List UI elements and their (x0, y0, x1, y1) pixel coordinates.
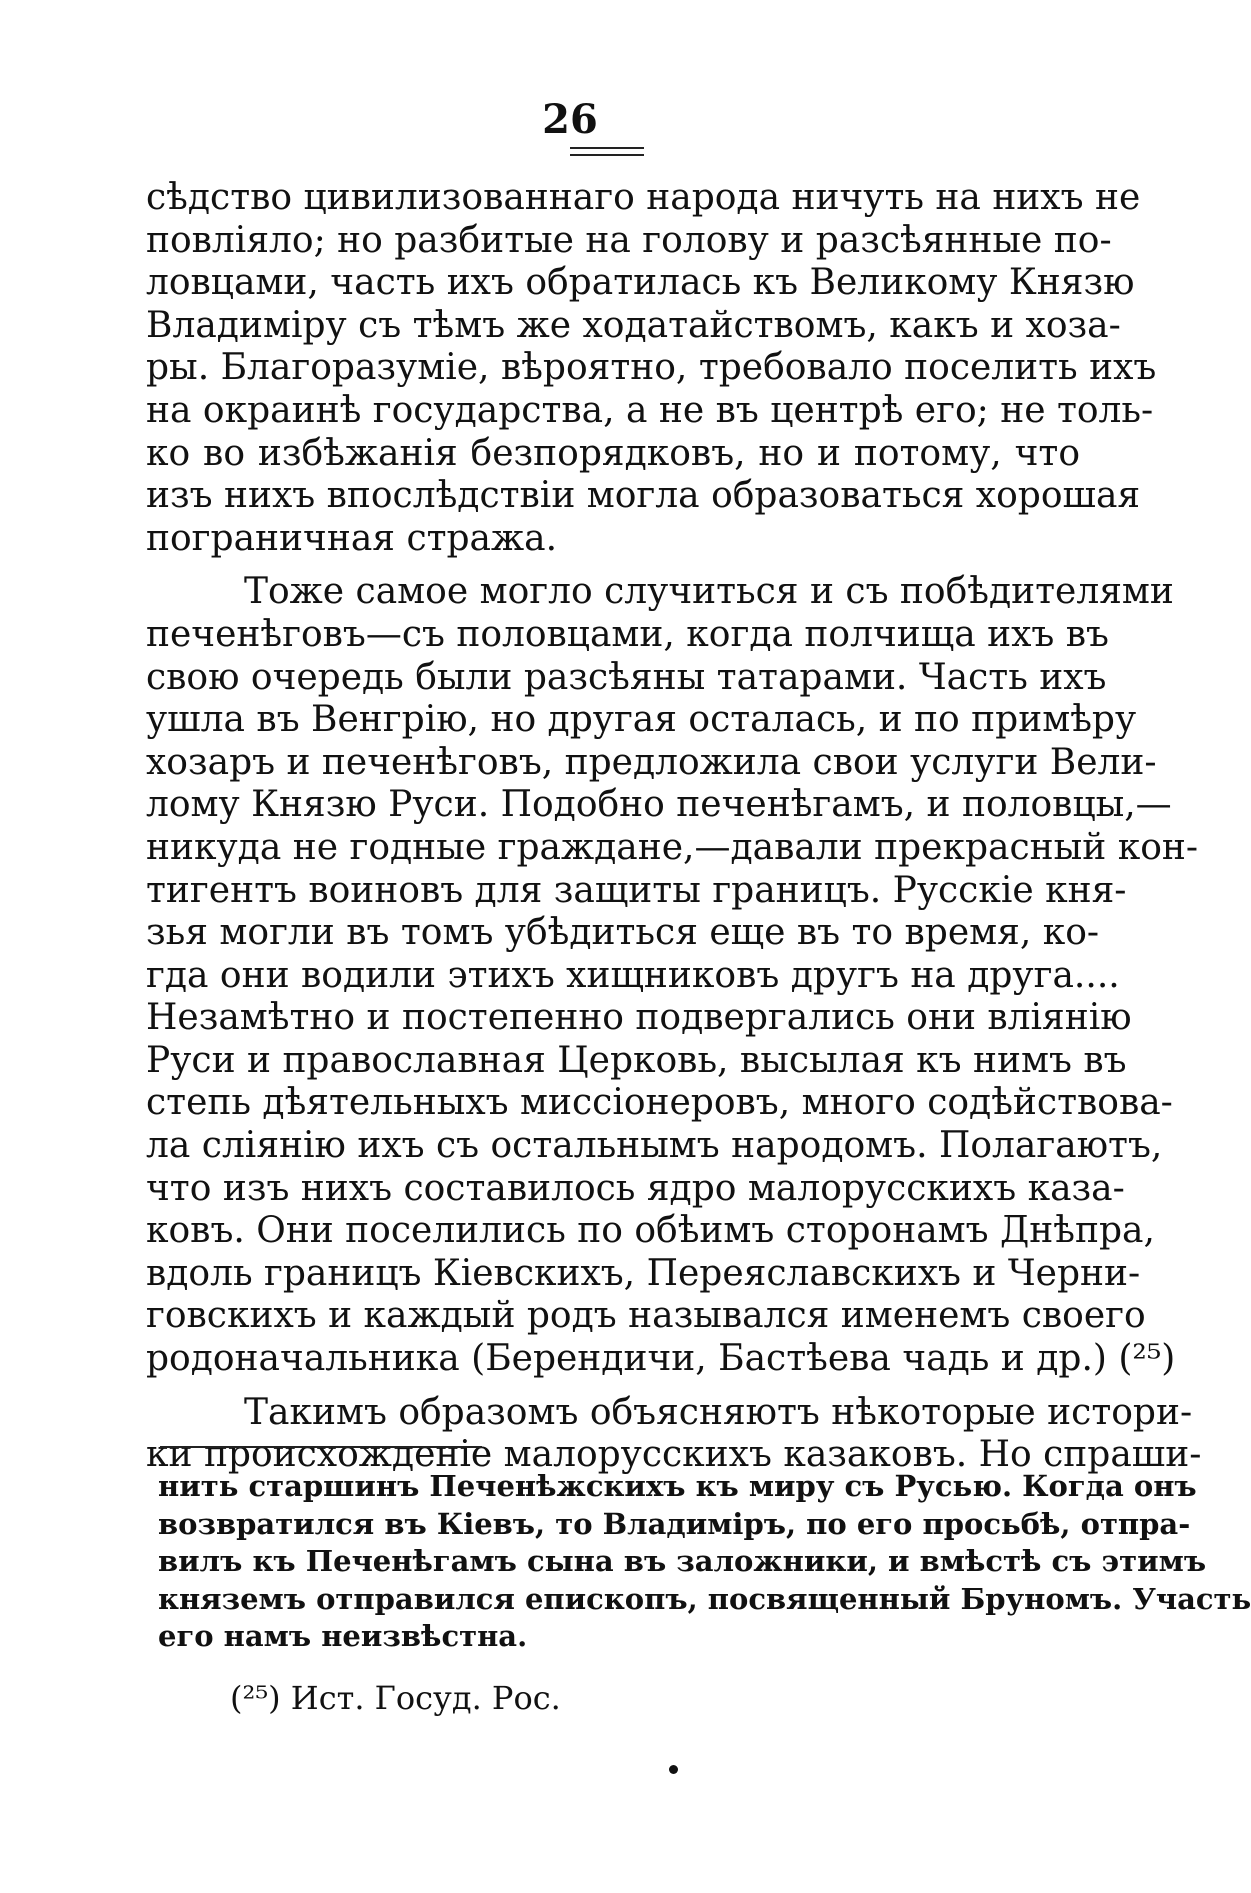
text-line: Тоже самое могло случиться и съ побѣдителями (244, 571, 1174, 613)
footnote-line: нить старшинъ Печенѣжскихъ къ миру съ Русью. Когда онъ (158, 1469, 1197, 1503)
paragraph-3 (146, 1391, 1202, 1477)
citation-text: Ист. Госуд. Рос. (290, 1679, 561, 1717)
text-line: ловцами, часть ихъ обратилась къ Великому Князю (146, 262, 1135, 304)
paragraph-1 (146, 177, 1157, 560)
text-line: ушла въ Венгрію, но другая осталась, и по примѣру (146, 699, 1137, 741)
text-line: Руси и православная Церковь, высылая къ нимъ въ (146, 1039, 1127, 1081)
page-number: 26 (542, 96, 598, 143)
main-text (146, 177, 1202, 1477)
end-dot (669, 1765, 678, 1774)
text-line: тигентъ воиновъ для защиты границъ. Русскіе кня- (146, 869, 1127, 911)
text-line: повліяло; но разбитые на голову и разсѣянные по- (146, 219, 1112, 261)
footnote-line: его намъ неизвѣстна. (158, 1619, 528, 1653)
text-line: пограничная стража. (146, 517, 558, 559)
text-line: что изъ нихъ составилось ядро малорусскихъ каза- (146, 1167, 1125, 1209)
page-number-rule (570, 147, 644, 156)
text-line: на окраинѣ государства, а не въ центрѣ его; не толь- (146, 389, 1154, 431)
citation (230, 1679, 561, 1717)
footnote-line: возвратился въ Кіевъ, то Владиміръ, по его просьбѣ, отпра- (158, 1506, 1191, 1541)
text-line: печенѣговъ—съ половцами, когда полчища ихъ въ (146, 613, 1109, 655)
text-line: вдоль границъ Кіевскихъ, Переяславскихъ и Черни- (146, 1252, 1141, 1294)
text-line: хозаръ и печенѣговъ, предложила свои услуги Вели- (146, 741, 1157, 783)
text-line: никуда не годные граждане,—давали прекрасный кон- (146, 826, 1199, 868)
text-line: ры. Благоразуміе, вѣроятно, требовало поселить ихъ (146, 347, 1157, 389)
text-line: степь дѣятельныхъ миссіонеровъ, много содѣйствова- (146, 1082, 1173, 1124)
text-line: свою очередь были разсѣяны татарами. Часть ихъ (146, 656, 1107, 698)
paragraph-gap (146, 1381, 1080, 1392)
text-line: ла сліянію ихъ съ остальнымъ народомъ. Полагаютъ, (146, 1125, 1163, 1167)
text-line: Незамѣтно и постепенно подвергались они вліянію (146, 997, 1132, 1039)
text-line: лому Князю Руси. Подобно печенѣгамъ, и половцы,— (146, 784, 1172, 826)
text-line: Такимъ образомъ объясняютъ нѣкоторые истори- (244, 1391, 1193, 1433)
text-line: ко во избѣжанія безпорядковъ, но и потому, что (146, 432, 1080, 474)
text-line: изъ нихъ впослѣдствіи могла образоваться хорошая (146, 475, 1141, 517)
text-line: ки происхожденіе малорусскихъ казаковъ. Но спраши- (146, 1434, 1202, 1476)
text-line: сѣдство цивилизованнаго народа ничуть на нихъ не (146, 177, 1141, 218)
text-line: родоначальника (Берендичи, Бастѣева чадь и др.) (²⁵) (146, 1338, 1176, 1380)
footnote-line: княземъ отправился епископъ, посвященный Бруномъ. Участь (158, 1581, 1251, 1616)
citation-marker: (²⁵) (230, 1679, 281, 1717)
footnote-line: вилъ къ Печенѣгамъ сына въ заложники, и вмѣстѣ съ этимъ (158, 1544, 1207, 1578)
text-line: Владиміру съ тѣмъ же ходатайствомъ, какъ и хоза- (146, 304, 1121, 346)
text-line: говскихъ и каждый родъ назывался именемъ своего (146, 1295, 1146, 1337)
text-line: зья могли въ томъ убѣдиться еще въ то время, ко- (146, 912, 1100, 954)
footnote-text (158, 1468, 1251, 1656)
text-line: ковъ. Они поселились по обѣимъ сторонамъ Днѣпра, (146, 1210, 1155, 1252)
paragraph-gap (146, 560, 1080, 571)
paragraph-2 (146, 571, 1199, 1380)
text-line: гда они водили этихъ хищниковъ другъ на друга.... (146, 954, 1120, 996)
footnote-rule (160, 1446, 482, 1448)
